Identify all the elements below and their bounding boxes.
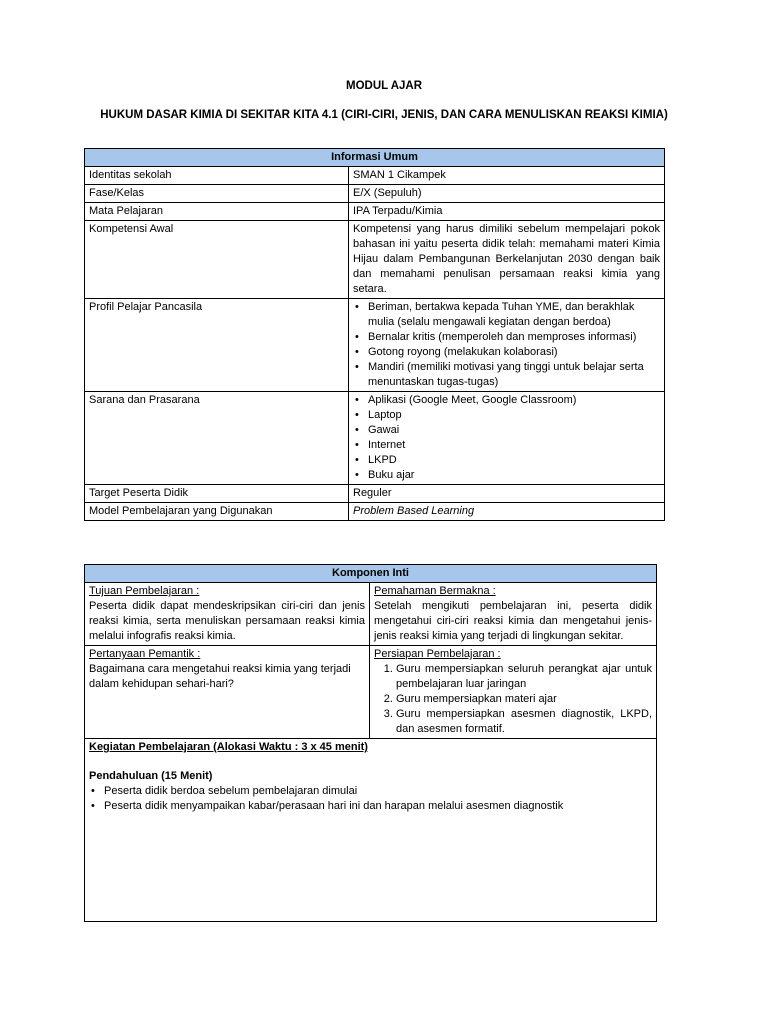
list-item: 1. Guru mempersiapkan seluruh perangkat ajar untuk pembelajaran luar jaringan <box>396 662 652 692</box>
list-item: • Mandiri (memiliki motivasi yang tinggi untuk belajar serta menuntaskan tugas-tugas) <box>368 360 660 390</box>
tujuan-cell <box>85 583 370 646</box>
pendahuluan-list <box>89 784 652 814</box>
table-row <box>85 485 665 503</box>
tujuan-text: Peserta didik dapat mendeskripsikan ciri-ciri dan jenis reaksi kimia, serta menuliskan persamaan reaksi kimia melalui infografis reaksi kimia. <box>89 600 365 642</box>
list-item: • Beriman, bertakwa kepada Tuhan YME, dan berakhlak mulia (selalu mengawali kegiatan dengan berdoa) <box>368 300 660 330</box>
row-label: Kompetensi Awal <box>85 221 349 299</box>
list-item: 2. Guru mempersiapkan materi ajar <box>396 692 652 707</box>
informasi-umum-header: Informasi Umum <box>85 149 665 167</box>
persiapan-cell <box>370 646 657 739</box>
list-item: • Bernalar kritis (memperoleh dan memproses informasi) <box>368 330 660 345</box>
table-row <box>85 203 665 221</box>
list-item: • Peserta didik menyampaikan kabar/perasaan hari ini dan harapan melalui asesmen diagnostik <box>104 799 646 814</box>
tujuan-heading: Tujuan Pembelajaran : <box>89 585 200 597</box>
row-label: Model Pembelajaran yang Digunakan <box>85 503 349 521</box>
row-value: IPA Terpadu/Kimia <box>349 203 665 221</box>
document-title: MODUL AJAR <box>345 80 423 92</box>
informasi-umum-table <box>84 148 665 521</box>
table-row <box>85 185 665 203</box>
row-label: Sarana dan Prasarana <box>85 392 349 485</box>
table-row <box>85 739 657 922</box>
row-label: Identitas sekolah <box>85 167 349 185</box>
komponen-inti-table <box>84 564 657 922</box>
list-item: • Gotong royong (melakukan kolaborasi) <box>368 345 660 360</box>
table-row <box>85 299 665 392</box>
persiapan-heading: Persiapan Pembelajaran : <box>374 648 501 660</box>
row-value <box>349 299 665 392</box>
table-row <box>85 646 657 739</box>
pertanyaan-heading: Pertanyaan Pemantik : <box>89 648 201 660</box>
row-value: SMAN 1 Cikampek <box>349 167 665 185</box>
row-value <box>349 392 665 485</box>
row-value: Kompetensi yang harus dimiliki sebelum mempelajari pokok bahasan ini yaitu peserta didik telah: memahami materi Kimia Hijau dalam Pembangunan Berkelanjutan 2030 dengan baik dan memahami penulisan persamaan reaksi kimia yang setara. <box>349 221 665 299</box>
pertanyaan-text: Bagaimana cara mengetahui reaksi kimia yang terjadi dalam kehidupan sehari-hari? <box>89 663 351 690</box>
profil-list <box>353 300 660 390</box>
sarana-list <box>353 393 660 483</box>
pemahaman-heading: Pemahaman Bermakna : <box>374 585 496 597</box>
row-label: Mata Pelajaran <box>85 203 349 221</box>
list-item: • Buku ajar <box>368 468 660 483</box>
row-label: Profil Pelajar Pancasila <box>85 299 349 392</box>
pemahaman-text: Setelah mengikuti pembelajaran ini, peserta didik mengetahui ciri-ciri reaksi kimia dan mengetahui jenis-jenis reaksi kimia yang terjadi di lingkungan sekitar. <box>374 600 652 642</box>
list-item: • Laptop <box>368 408 660 423</box>
document-subtitle: HUKUM DASAR KIMIA DI SEKITAR KITA 4.1 (CIRI-CIRI, JENIS, DAN CARA MENULISKAN REAKSI KIMIA) <box>100 109 668 121</box>
komponen-inti-header: Komponen Inti <box>85 565 657 583</box>
list-item: • Internet <box>368 438 660 453</box>
list-item: • Gawai <box>368 423 660 438</box>
pendahuluan-heading: Pendahuluan (15 Menit) <box>89 770 213 782</box>
row-label: Target Peserta Didik <box>85 485 349 503</box>
list-item: • Aplikasi (Google Meet, Google Classroom) <box>368 393 660 408</box>
table-row <box>85 503 665 521</box>
table-row <box>85 221 665 299</box>
table-row <box>85 392 665 485</box>
list-item: 3. Guru mempersiapkan asesmen diagnostik, LKPD, dan asesmen formatif. <box>396 707 652 737</box>
row-value: Reguler <box>349 485 665 503</box>
pertanyaan-cell <box>85 646 370 739</box>
row-value: Problem Based Learning <box>349 503 665 521</box>
kegiatan-cell <box>85 739 657 922</box>
row-value: E/X (Sepuluh) <box>349 185 665 203</box>
kegiatan-heading: Kegiatan Pembelajaran (Alokasi Waktu : 3 x 45 menit) <box>89 741 368 753</box>
pemahaman-cell <box>370 583 657 646</box>
list-item: • Peserta didik berdoa sebelum pembelajaran dimulai <box>104 784 646 799</box>
table-row <box>85 167 665 185</box>
list-item: • LKPD <box>368 453 660 468</box>
row-label: Fase/Kelas <box>85 185 349 203</box>
persiapan-list <box>374 662 652 737</box>
table-row <box>85 583 657 646</box>
